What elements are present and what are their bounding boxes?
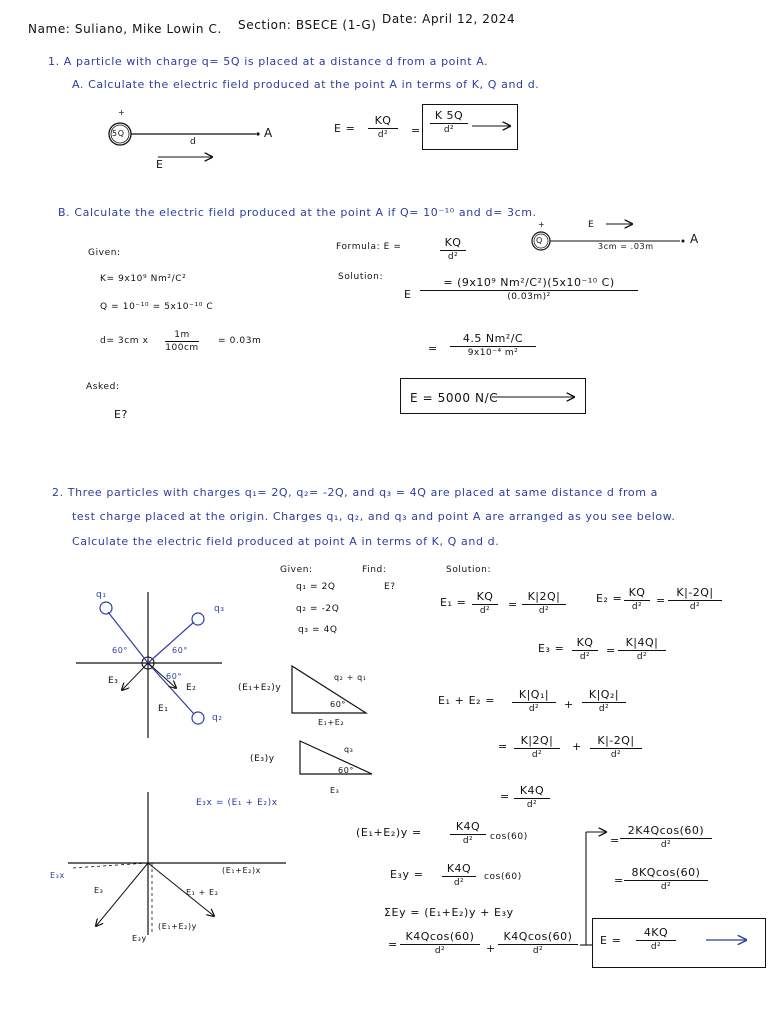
p1b-given-title: Given: [88, 248, 121, 258]
p1b-sol2-den: 9x10⁻⁴ m² [467, 348, 519, 358]
sum2-n2: K|-2Q| [590, 734, 642, 749]
sum3-eq: = [500, 790, 510, 803]
student-name: Name: Suliano, Mike Lowin C. [28, 22, 222, 36]
fig1-charge: 5Q [112, 129, 125, 138]
e2-d1: d² [631, 602, 643, 612]
e3-n1: KQ [572, 636, 598, 651]
p1-eq-num1: KQ [368, 114, 398, 129]
problem2-line2: test charge placed at the origin. Charges q₁, q₂, and q₃ and point A are arranged as you see below. [72, 510, 676, 523]
fig4-diagram [68, 792, 286, 935]
sum-y: ΣEy = (E₁+E₂)y + E₃y [384, 906, 514, 919]
fig2-dist: 3cm = .03m [598, 242, 654, 251]
p2-final-n: 4KQ [636, 926, 676, 941]
p1b-sol-e: E [404, 288, 412, 301]
fig1-d: d [190, 137, 197, 147]
r2-eq: = [614, 874, 624, 887]
sum2-eq: = [498, 740, 508, 753]
sum1-d1: d² [528, 704, 540, 714]
fig1-diagram [109, 123, 510, 157]
fig2-e: E [588, 220, 595, 230]
fig2-diagram [492, 224, 685, 397]
fig3-q2: q₂ [212, 713, 223, 723]
r1-d: d² [660, 840, 672, 850]
y12-n: K4Q [450, 820, 486, 835]
sum3-d1: d² [526, 800, 538, 810]
triangle-diagrams [292, 666, 372, 774]
p1b-given-d-rhs: = 0.03m [218, 336, 262, 346]
tri2-hyp: q₃ [344, 745, 354, 754]
tri1-hyp: q₂ + q₁ [334, 673, 367, 682]
fig4-e12y: (E₁+E₂)y [158, 922, 198, 931]
fig3-angle-3: 60° [166, 672, 182, 681]
e1-d1: d² [479, 606, 491, 616]
sum1-n2: K|Q₂| [582, 688, 626, 703]
p2-final-d: d² [650, 942, 662, 952]
r2-d: d² [660, 882, 672, 892]
sum1-lhs: E₁ + E₂ = [438, 694, 496, 707]
fig3-diagram [76, 592, 222, 738]
sumy2-n2: K4Qcos(60) [498, 930, 578, 945]
sum2-n1: K|2Q| [514, 734, 560, 749]
y3-d: d² [453, 878, 465, 888]
fig2-charge: Q [536, 236, 543, 245]
r1-n: 2K4Qcos(60) [620, 824, 712, 839]
p1b-given-d-num: 1m [165, 330, 199, 342]
tri2-label-y: (E₃)y [250, 754, 275, 764]
date-label: Date: April 12, 2024 [382, 12, 516, 26]
p1b-asked-title: Asked: [86, 382, 120, 392]
sumy2-plus: + [486, 942, 496, 955]
e2-d2: d² [689, 602, 701, 612]
p2-given-title: Given: [280, 565, 313, 575]
e3-eq: = [606, 644, 616, 657]
e1-lhs: E₁ = [440, 596, 467, 609]
r2-n: 8KQcos(60) [624, 866, 708, 881]
fig2-plus: + [538, 220, 546, 229]
problem2-line1: 2. Three particles with charges q₁= 2Q, q₂= -2Q, and q₃ = 4Q are placed at same distance d from a [52, 486, 659, 499]
p1-eq-equals: = [411, 124, 421, 137]
p1b-formula-label: Formula: E = [336, 242, 402, 252]
fig1-plus: + [118, 108, 126, 117]
sumy2-d2: d² [532, 946, 544, 956]
sum1-plus: + [564, 698, 574, 711]
p1-ans-num: K 5Q [430, 109, 468, 124]
fig4-e12x: (E₁+E₂)x [222, 866, 262, 875]
e2-lhs: E₂ = [596, 592, 623, 605]
sum2-d2: d² [610, 750, 622, 760]
problem1-part-b: B. Calculate the electric field produced at the point A if Q= 10⁻¹⁰ and d= 3cm. [58, 206, 537, 219]
p1b-given-q: Q = 10⁻¹⁰ = 5x10⁻¹⁰ C [100, 302, 214, 312]
y3-lhs: E₃y = [390, 868, 424, 881]
p1b-given-k: K= 9x10⁹ Nm²/C² [100, 274, 187, 284]
fig1-e: E [156, 158, 164, 171]
tri1-angle: 60° [330, 700, 346, 709]
y12-cos: cos(60) [490, 832, 528, 842]
fig4-e3y: E₃y [132, 934, 147, 943]
fig3-e2: E₂ [186, 683, 197, 693]
e1-n2: K|2Q| [522, 590, 566, 605]
p1b-asked-val: E? [114, 408, 128, 421]
tri1-label-y: (E₁+E₂)y [238, 683, 282, 693]
p2-given-q1: q₁ = 2Q [296, 582, 336, 592]
e2-n1: KQ [624, 586, 650, 601]
problem2-line3: Calculate the electric field produced at point A in terms of K, Q and d. [72, 535, 500, 548]
fig3-angle-2: 60° [172, 646, 188, 655]
r1-eq: = [610, 834, 620, 847]
e3-d2: d² [636, 652, 648, 662]
p1b-formula-num: KQ [440, 236, 466, 251]
p1-ans-den: d² [443, 125, 455, 135]
section-label: Section: BSECE (1-G) [238, 18, 377, 32]
sumy2-n1: K4Qcos(60) [400, 930, 480, 945]
e2-eq: = [656, 594, 666, 607]
fig1-point-a: A [264, 126, 273, 140]
p2-find-title: Find: [362, 565, 387, 575]
sum2-d1: d² [531, 750, 543, 760]
fig3-q3: q₃ [214, 604, 225, 614]
e1-d2: d² [538, 606, 550, 616]
e3-lhs: E₃ = [538, 642, 565, 655]
e3-n2: K|4Q| [618, 636, 666, 651]
sum2-plus: + [572, 740, 582, 753]
fig4-e3: E₃ [94, 886, 104, 895]
y12-lhs: (E₁+E₂)y = [356, 826, 422, 839]
e2-n2: K|-2Q| [668, 586, 722, 601]
p1-eq-den1: d² [377, 130, 389, 140]
sumy2-eq: = [388, 938, 398, 951]
sum3-n1: K4Q [514, 784, 550, 799]
fig4-e12: E₁ + E₂ [186, 888, 219, 897]
problem1-statement: 1. A particle with charge q= 5Q is placed at a distance d from a point A. [48, 55, 489, 68]
fig3-q1: q₁ [96, 590, 107, 600]
fig3-angle-1: 60° [112, 646, 128, 655]
p1b-sol2-num: 4.5 Nm²/C [450, 332, 536, 347]
p1b-sol-den: (0.03m)² [507, 292, 551, 302]
p1b-given-d-den: 100cm [165, 343, 199, 353]
p2-final-lhs: E = [600, 934, 622, 947]
sumy2-d1: d² [434, 946, 446, 956]
tri1-base: E₁+E₂ [318, 718, 345, 727]
y3-cos: cos(60) [484, 872, 522, 882]
e3-d1: d² [579, 652, 591, 662]
p1b-sol-num: = (9x10⁹ Nm²/C²)(5x10⁻¹⁰ C) [420, 276, 638, 291]
sum1-d2: d² [598, 704, 610, 714]
p1b-given-d: d= 3cm x [100, 336, 149, 346]
fig3-e3: E₃ [108, 676, 119, 686]
y12-d: d² [462, 836, 474, 846]
fig3-e1: E₁ [158, 704, 169, 714]
p1b-solution-label: Solution: [338, 272, 384, 282]
p1b-final: E = 5000 N/C [410, 391, 499, 405]
e1-n1: KQ [472, 590, 498, 605]
y3-n: K4Q [442, 862, 476, 877]
sum1-n1: K|Q₁| [512, 688, 556, 703]
problem1-part-a: A. Calculate the electric field produced at the point A in terms of K, Q and d. [72, 78, 540, 91]
p1-eq-lhs: E = [334, 122, 356, 135]
tri2-base: E₃ [330, 786, 340, 795]
result-bracket [580, 832, 746, 945]
fig4-e3x: E₃x [50, 871, 65, 880]
p2-given-q3: q₃ = 4Q [298, 625, 338, 635]
p1b-formula-den: d² [447, 252, 459, 262]
fig2-point-a: A [690, 232, 699, 246]
e1-eq: = [508, 598, 518, 611]
p2-find-val: E? [384, 582, 396, 592]
fig4-eq: E₃x = (E₁ + E₂)x [196, 798, 278, 808]
p1b-sol2-eq: = [428, 342, 438, 355]
p2-solution-title: Solution: [446, 565, 492, 575]
tri2-angle: 60° [338, 766, 354, 775]
p2-given-q2: q₂ = -2Q [296, 604, 340, 614]
